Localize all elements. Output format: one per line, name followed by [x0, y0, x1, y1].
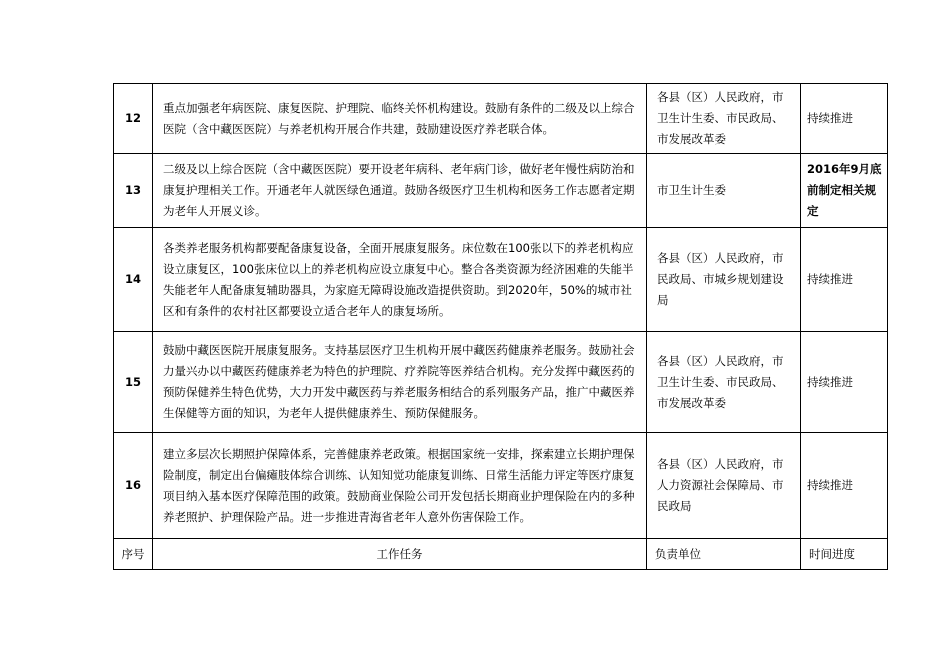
table-row — [114, 332, 888, 433]
responsible-unit: 各县（区）人民政府，市民政局、市城乡规划建设局 — [647, 228, 801, 332]
task-text: 各类养老服务机构都要配备康复设备，全面开展康复服务。床位数在100张以下的养老机构应设立康复区，100张床位以上的养老机构应设立康复中心。整合各类资源为经济困难的失能半失能老年人配备康复辅助器具，为家庭无障碍设施改造提供资助。到2020年，50%的城市社区和有条件的农村社区都要设立适合老年人的康复场所。 — [153, 228, 647, 332]
responsible-unit: 各县（区）人民政府，市人力资源社会保障局、市民政局 — [647, 433, 801, 539]
table-row — [114, 433, 888, 539]
column-header-row — [114, 539, 888, 570]
row-number: 12 — [114, 84, 153, 154]
row-number: 15 — [114, 332, 153, 433]
responsible-unit: 各县（区）人民政府，市卫生计生委、市民政局、市发展改革委 — [647, 84, 801, 154]
task-table — [113, 83, 888, 570]
time-progress: 2016年9月底前制定相关规定 — [801, 154, 888, 228]
task-text: 鼓励中藏医医院开展康复服务。支持基层医疗卫生机构开展中藏医药健康养老服务。鼓励社会力量兴办以中藏医药健康养老为特色的护理院、疗养院等医养结合机构。充分发挥中藏医药的预防保健养生特色优势，大力开发中藏医药与养老服务相结合的系列服务产品，推广中藏医养生保健等方面的知识，为老年人提供健康养生、预防保健服务。 — [153, 332, 647, 433]
header-num: 序号 — [114, 539, 153, 570]
responsible-unit: 各县（区）人民政府，市卫生计生委、市民政局、市发展改革委 — [647, 332, 801, 433]
row-number: 13 — [114, 154, 153, 228]
task-text: 二级及以上综合医院（含中藏医医院）要开设老年病科、老年病门诊，做好老年慢性病防治和康复护理相关工作。开通老年人就医绿色通道。鼓励各级医疗卫生机构和医务工作志愿者定期为老年人开展义诊。 — [153, 154, 647, 228]
header-task: 工作任务 — [153, 539, 647, 570]
header-time: 时间进度 — [801, 539, 888, 570]
table-row — [114, 154, 888, 228]
table-row — [114, 228, 888, 332]
time-progress: 持续推进 — [801, 433, 888, 539]
task-text: 重点加强老年病医院、康复医院、护理院、临终关怀机构建设。鼓励有条件的二级及以上综合医院（含中藏医医院）与养老机构开展合作共建，鼓励建设医疗养老联合体。 — [153, 84, 647, 154]
table-row — [114, 84, 888, 154]
task-text: 建立多层次长期照护保障体系，完善健康养老政策。根据国家统一安排，探索建立长期护理保险制度，制定出台偏瘫肢体综合训练、认知知觉功能康复训练、日常生活能力评定等医疗康复项目纳入基本医疗保障范围的政策。鼓励商业保险公司开发包括长期商业护理保险在内的多种养老照护、护理保险产品。进一步推进青海省老年人意外伤害保险工作。 — [153, 433, 647, 539]
time-progress: 持续推进 — [801, 332, 888, 433]
header-unit: 负责单位 — [647, 539, 801, 570]
row-number: 16 — [114, 433, 153, 539]
time-progress: 持续推进 — [801, 84, 888, 154]
row-number: 14 — [114, 228, 153, 332]
time-progress: 持续推进 — [801, 228, 888, 332]
responsible-unit: 市卫生计生委 — [647, 154, 801, 228]
